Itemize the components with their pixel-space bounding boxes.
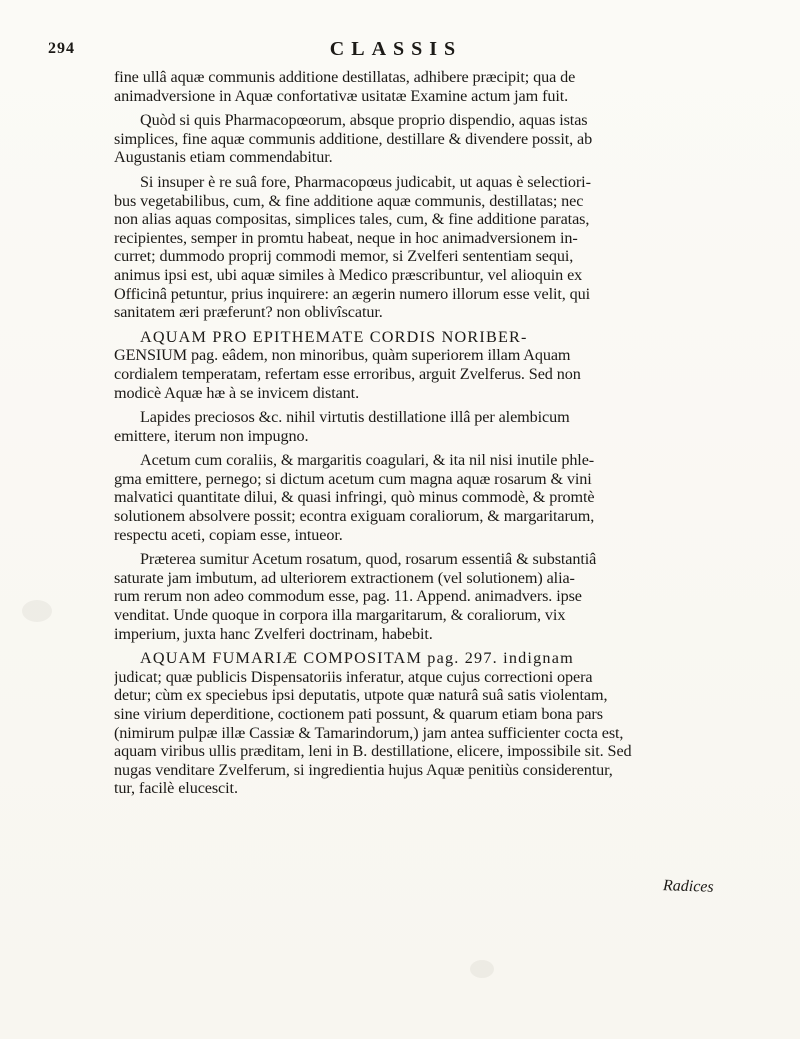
text-line: imperium, juxta hanc Zvelferi doctrinam, habebit. bbox=[114, 624, 433, 643]
text-line: respectu aceti, copiam esse, intueor. bbox=[114, 525, 343, 544]
text-line: Præterea sumitur Acetum rosatum, quod, rosarum essentiâ & substantiâ bbox=[140, 550, 597, 569]
text-line: AQUAM FUMARIÆ COMPOSITAM pag. 297. indignam bbox=[140, 649, 574, 668]
text-line: emittere, iterum non impugno. bbox=[114, 426, 309, 445]
text-line: Si insuper è re suâ fore, Pharmacopœus judicabit, ut aquas è selectiori- bbox=[140, 172, 591, 191]
text-line: non alias aquas compositas, simplices tales, cum, & fine additione paratas, bbox=[114, 210, 590, 229]
running-head: CLASSIS bbox=[329, 38, 463, 60]
text-line: bus vegetabilibus, cum, & fine additione aquæ communis, destillatas; nec bbox=[114, 191, 584, 210]
text-line: Officinâ petuntur, prius inquirere: an ægerin numero illorum esse velit, qui bbox=[114, 284, 591, 303]
text-line: nugas venditare Zvelferum, si ingredientia hujus Aquæ penitiùs considerentur, bbox=[114, 760, 613, 779]
text-line: detur; cùm ex speciebus ipsi deputatis, utpote quæ naturâ suâ satis violentam, bbox=[114, 686, 608, 705]
text-line: animus ipsi est, ubi aquæ similes à Medico præscribuntur, vel alioquin ex bbox=[114, 265, 583, 284]
text-line: judicat; quæ publicis Dispensatoriis inferatur, atque cujus correctioni opera bbox=[114, 667, 593, 686]
text-line: simplices, fine aquæ communis additione, destillare & divendere possit, ab bbox=[114, 129, 593, 148]
text-line: gma emittere, pernego; si dictum acetum cum magna aquæ rosarum & vini bbox=[114, 469, 592, 488]
text-line: tur, facilè elucescit. bbox=[114, 779, 238, 798]
text-line: aquam viribus ullis præditam, leni in B. destillatione, elicere, impossibile sit. Sed bbox=[114, 742, 632, 761]
page-header bbox=[48, 40, 744, 62]
text-line: GENSIUM pag. eâdem, non minoribus, quàm superiorem illam Aquam bbox=[114, 346, 571, 365]
text-line: Augustanis etiam commendabitur. bbox=[114, 148, 333, 167]
paper-stain bbox=[470, 960, 494, 978]
text-line: venditat. Unde quoque in corpora illa margaritarum, & coraliorum, vix bbox=[114, 606, 566, 625]
text-line: modicè Aquæ hæ à se invicem distant. bbox=[114, 383, 360, 402]
text-line: AQUAM PRO EPITHEMATE CORDIS NORIBER- bbox=[140, 327, 528, 346]
text-line: Lapides preciosos &c. nihil virtutis destillatione illâ per alembicum bbox=[140, 408, 570, 427]
paper-stain bbox=[22, 600, 52, 622]
text-line: sine virium deperditione, coctionem pati possunt, & quarum etiam bona pars bbox=[114, 705, 603, 723]
text-line: saturate jam imbutum, ad ulteriorem extractionem (vel solutionem) alia- bbox=[114, 568, 575, 587]
text-line: sanitatem æri præferunt? non oblivîscatur. bbox=[114, 303, 383, 322]
text-line: cordialem temperatam, refertam esse erroribus, arguit Zvelferus. Sed non bbox=[114, 364, 581, 383]
text-line: Quòd si quis Pharmacopœorum, absque proprio dispendio, aquas istas bbox=[140, 111, 588, 130]
body-text bbox=[114, 68, 736, 798]
text-line: fine ullâ aquæ communis additione destillatas, adhibere præcipit; qua de bbox=[114, 68, 576, 86]
text-line: Acetum cum coraliis, & margaritis coagulari, & ita nil nisi inutile phle- bbox=[140, 451, 595, 470]
catchword: Radices bbox=[663, 877, 715, 896]
text-line: solutionem absolvere possit; econtra exiguam coraliorum, & margaritarum, bbox=[114, 507, 595, 526]
text-line: rum rerum non adeo commodum esse, pag. 11. Append. animadvers. ipse bbox=[114, 587, 582, 606]
text-line: malvatici quantitate dilui, & quasi infringi, quò minus commodè, & promtè bbox=[114, 488, 595, 507]
text-line: curret; dummodo proprij commodi memor, si Zvelferi sententiam sequi, bbox=[114, 247, 574, 266]
text-line: (nimirum pulpæ illæ Cassiæ & Tamarindorum,) jam antea sufficienter cocta est, bbox=[114, 723, 624, 742]
text-line: recipientes, semper in promtu habeat, neque in hoc animadversionem in- bbox=[114, 228, 578, 247]
text-line: animadversione in Aquæ confortativæ usitatæ Examine actum jam fuit. bbox=[114, 86, 569, 105]
page-number: 294 bbox=[48, 40, 75, 57]
